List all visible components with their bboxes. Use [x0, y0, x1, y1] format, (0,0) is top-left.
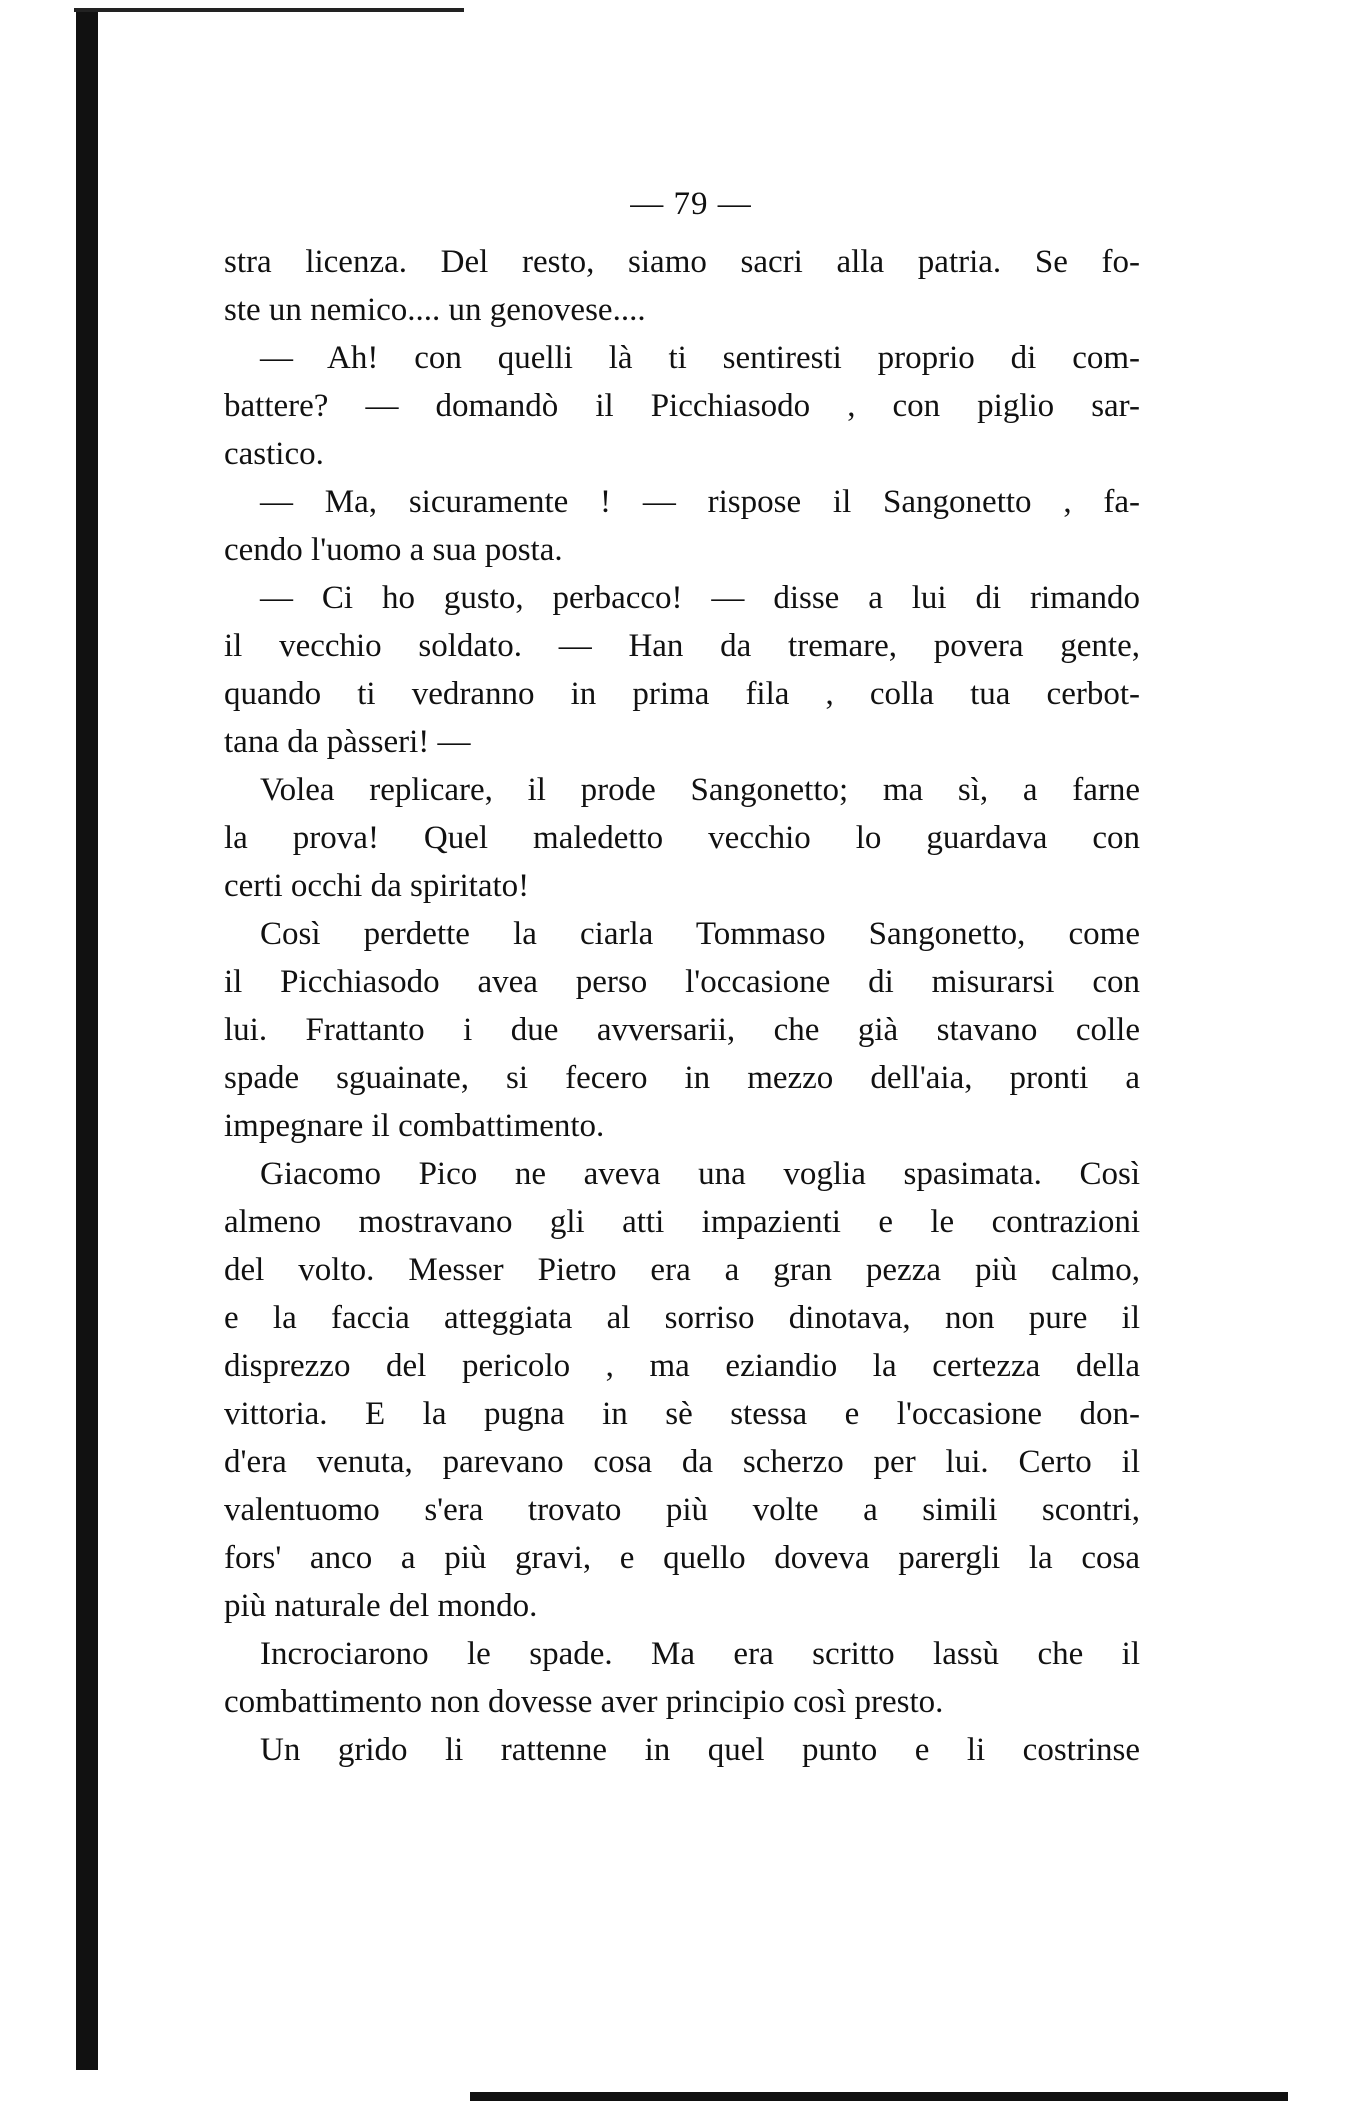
- text-line: d'era venuta, parevano cosa da scherzo per lui. Certo il: [224, 1444, 1140, 1480]
- text-line: valentuomo s'era trovato più volte a simili scontri,: [224, 1492, 1140, 1528]
- text-line: più naturale del mondo.: [224, 1588, 538, 1624]
- text-line: battere? — domandò il Picchiasodo , con piglio sar-: [224, 388, 1140, 424]
- text-line: disprezzo del pericolo , ma eziandio la certezza della: [224, 1348, 1140, 1384]
- text-line: almeno mostravano gli atti impazienti e le contrazioni: [224, 1204, 1140, 1240]
- text-line: certi occhi da spiritato!: [224, 868, 530, 904]
- text-line: ste un nemico.... un genovese....: [224, 292, 646, 328]
- text-line: castico.: [224, 436, 324, 472]
- text-line: fors' anco a più gravi, e quello doveva parergli la cosa: [224, 1540, 1140, 1576]
- text-line: Così perdette la ciarla Tommaso Sangonetto, come: [260, 916, 1140, 952]
- text-line: stra licenza. Del resto, siamo sacri alla patria. Se fo-: [224, 244, 1140, 280]
- top-rule: [74, 8, 464, 12]
- text-line: Giacomo Pico ne aveva una voglia spasimata. Così: [260, 1156, 1140, 1192]
- text-line: Incrociarono le spade. Ma era scritto lassù che il: [260, 1636, 1140, 1672]
- text-line: la prova! Quel maledetto vecchio lo guardava con: [224, 820, 1140, 856]
- text-line: impegnare il combattimento.: [224, 1108, 605, 1144]
- page-binding-edge: [76, 8, 98, 2070]
- text-line: — Ah! con quelli là ti sentiresti proprio di com-: [260, 340, 1140, 376]
- text-line: tana da pàsseri! —: [224, 724, 471, 760]
- text-line: — Ci ho gusto, perbacco! — disse a lui di rimando: [260, 580, 1140, 616]
- text-line: combattimento non dovesse aver principio così presto.: [224, 1684, 944, 1720]
- page-number: — 79 —: [630, 186, 752, 222]
- text-line: — Ma, sicuramente ! — rispose il Sangonetto , fa-: [260, 484, 1140, 520]
- text-line: cendo l'uomo a sua posta.: [224, 532, 563, 568]
- text-line: vittoria. E la pugna in sè stessa e l'occasione don-: [224, 1396, 1140, 1432]
- text-line: quando ti vedranno in prima fila , colla tua cerbot-: [224, 676, 1140, 712]
- body-text: [224, 238, 1140, 1774]
- text-line: il vecchio soldato. — Han da tremare, povera gente,: [224, 628, 1140, 664]
- text-line: Un grido li rattenne in quel punto e li costrinse: [260, 1732, 1140, 1768]
- text-line: il Picchiasodo avea perso l'occasione di misurarsi con: [224, 964, 1140, 1000]
- text-line: e la faccia atteggiata al sorriso dinotava, non pure il: [224, 1300, 1140, 1336]
- text-line: spade sguainate, si fecero in mezzo dell'aia, pronti a: [224, 1060, 1140, 1096]
- text-line: lui. Frattanto i due avversarii, che già stavano colle: [224, 1012, 1140, 1048]
- text-line: del volto. Messer Pietro era a gran pezza più calmo,: [224, 1252, 1140, 1288]
- text-line: Volea replicare, il prode Sangonetto; ma sì, a farne: [260, 772, 1140, 808]
- bottom-rule: [470, 2092, 1288, 2101]
